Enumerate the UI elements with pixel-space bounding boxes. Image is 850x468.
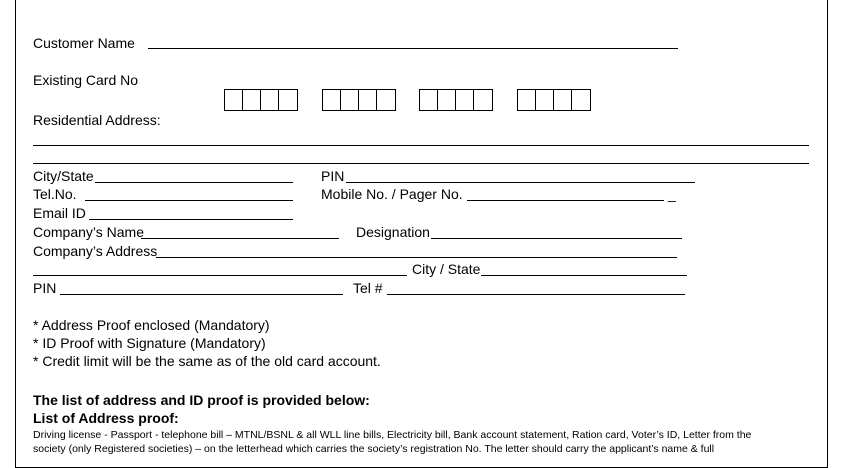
designation-field[interactable] <box>431 238 682 239</box>
tel-field[interactable] <box>85 200 293 201</box>
note-address-proof: * Address Proof enclosed (Mandatory) <box>33 317 270 333</box>
card-digit-box[interactable] <box>554 90 572 110</box>
company-address-label: Company’s Address <box>33 243 158 259</box>
email-label: Email ID <box>33 205 86 221</box>
card-digit-box[interactable] <box>261 90 279 110</box>
card-digit-box[interactable] <box>279 90 297 110</box>
mobile-field[interactable] <box>467 200 664 201</box>
residential-address-line-2[interactable] <box>33 163 809 164</box>
card-digit-box[interactable] <box>536 90 554 110</box>
company-tel-field[interactable] <box>387 294 685 295</box>
proof-subheading: List of Address proof: <box>33 410 179 426</box>
note-credit-limit: * Credit limit will be the same as of the old card account. <box>33 353 381 369</box>
proof-heading: The list of address and ID proof is provided below: <box>33 392 370 408</box>
city-state-label: City/State <box>33 168 94 184</box>
city-state-field[interactable] <box>95 182 293 183</box>
residential-address-line-1[interactable] <box>33 145 809 146</box>
card-digit-box[interactable] <box>243 90 261 110</box>
card-number-group-2[interactable] <box>322 89 396 111</box>
card-digit-box[interactable] <box>225 90 243 110</box>
company-city-state-label: City / State <box>412 261 481 277</box>
company-tel-label: Tel # <box>353 280 383 296</box>
card-digit-box[interactable] <box>456 90 474 110</box>
proof-text-line-2: society (only Registered societies) – on the letterhead which carries the society’s registration No. The letter should carry the applicant’s name & full <box>33 443 715 455</box>
card-number-group-4[interactable] <box>517 89 591 111</box>
company-address-line-2[interactable] <box>33 275 407 276</box>
pin-label: PIN <box>321 168 345 184</box>
pin-field[interactable] <box>346 182 695 183</box>
mobile-label: Mobile No. / Pager No. <box>321 186 463 202</box>
mobile-trail: _ <box>668 186 676 202</box>
company-pin-field[interactable] <box>60 294 343 295</box>
customer-name-label: Customer Name <box>33 35 135 51</box>
residential-address-label: Residential Address: <box>33 112 161 128</box>
company-city-state-field[interactable] <box>481 275 687 276</box>
company-pin-label: PIN <box>33 280 57 296</box>
company-address-line-1[interactable] <box>156 257 677 258</box>
company-name-label: Company’s Name <box>33 224 145 240</box>
proof-text-line-1: Driving license - Passport - telephone bill – MTNL/BSNL & all WLL line bills, Electricity bill, Bank account statement, Ration card, Voter’s ID, Letter from the <box>33 429 752 441</box>
designation-label: Designation <box>356 224 430 240</box>
card-digit-box[interactable] <box>474 90 492 110</box>
card-digit-box[interactable] <box>572 90 590 110</box>
existing-card-label: Existing Card No <box>33 72 139 88</box>
company-name-field[interactable] <box>141 238 339 239</box>
card-number-group-1[interactable] <box>224 89 298 111</box>
card-digit-box[interactable] <box>377 90 395 110</box>
note-id-proof: * ID Proof with Signature (Mandatory) <box>33 335 266 351</box>
card-digit-box[interactable] <box>323 90 341 110</box>
card-number-group-3[interactable] <box>419 89 493 111</box>
email-field[interactable] <box>89 219 293 220</box>
customer-name-field[interactable] <box>148 48 678 49</box>
card-digit-box[interactable] <box>518 90 536 110</box>
card-digit-box[interactable] <box>420 90 438 110</box>
card-digit-box[interactable] <box>359 90 377 110</box>
tel-label: Tel.No. <box>33 186 77 202</box>
card-digit-box[interactable] <box>341 90 359 110</box>
card-digit-box[interactable] <box>438 90 456 110</box>
